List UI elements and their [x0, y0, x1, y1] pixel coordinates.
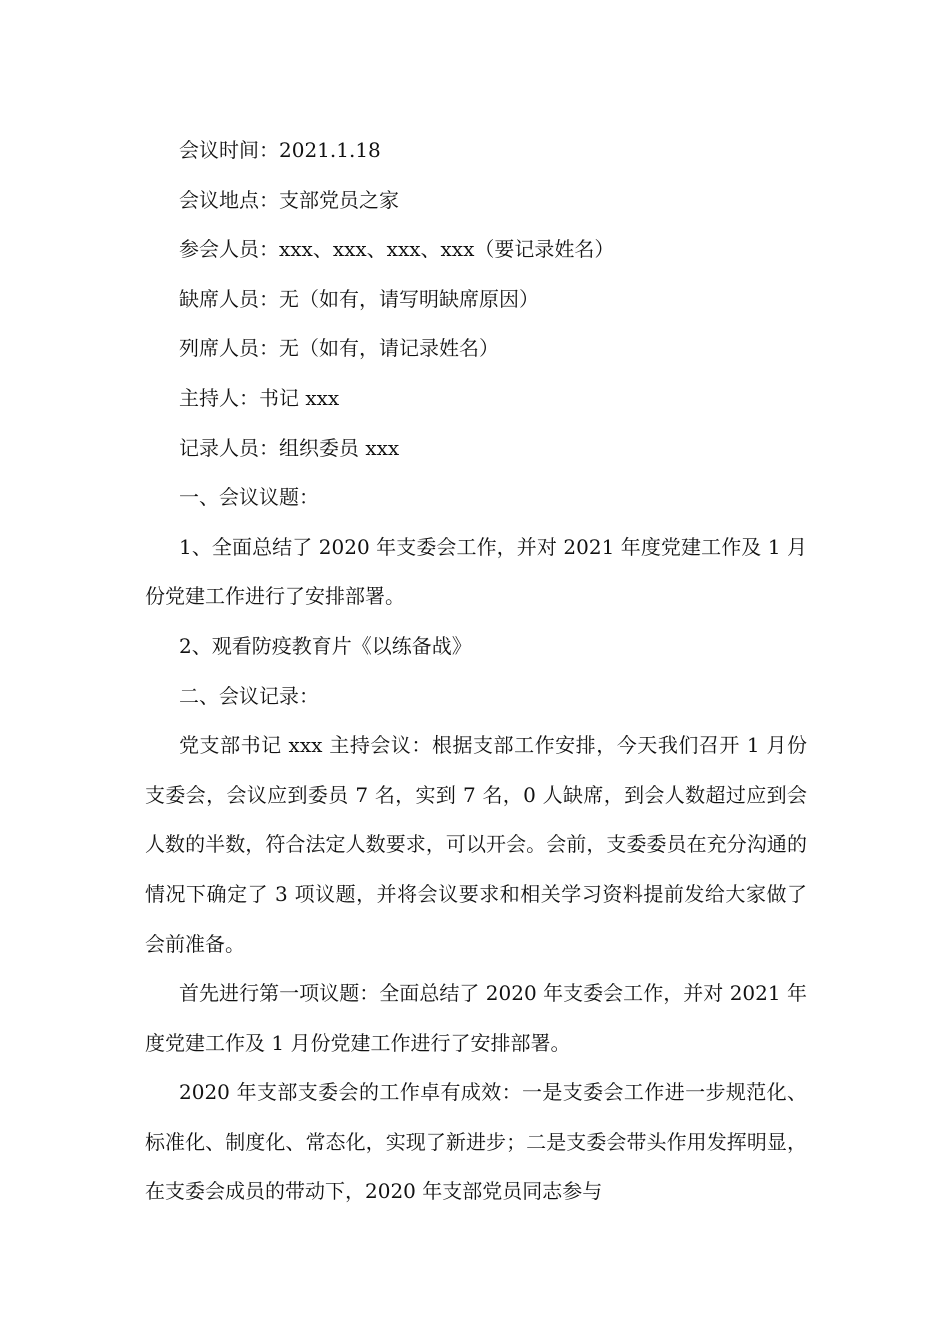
section-heading-record: 二、会议记录： [179, 683, 319, 708]
topic-item-2: 2、观看防疫教育片《以练备战》 [179, 633, 472, 658]
record-paragraph-2: 首先进行第一项议题：全面总结了 2020 年支委会工作，并对 2021 年度党建工作及 1 月份党建工作进行了安排部署。 [145, 981, 807, 1055]
meeting-location: 会议地点：支部党员之家 [179, 187, 399, 212]
section-heading-topics: 一、会议议题： [179, 485, 319, 510]
document-body [145, 126, 807, 1217]
attendees: 参会人员：xxx、xxx、xxx、xxx（要记录姓名） [179, 237, 615, 262]
observers: 列席人员：无（如有，请记录姓名） [179, 336, 499, 361]
meeting-time: 会议时间：2021.1.18 [179, 138, 381, 162]
host: 主持人：书记 xxx [179, 385, 340, 410]
topic-item-1: 1、全面总结了 2020 年支委会工作，并对 2021 年度党建工作及 1 月份党建工作进行了安排部署。 [145, 534, 807, 609]
record-paragraph-3: 2020 年支部支委会的工作卓有成效：一是支委会工作进一步规范化、标准化、制度化、常态化，实现了新进步；二是支委会带头作用发挥明显，在支委会成员的带动下，2020 年支部党员同志参与 [145, 1080, 807, 1204]
recorder: 记录人员：组织委员 xxx [179, 435, 400, 460]
absentees: 缺席人员：无（如有，请写明缺席原因） [179, 286, 539, 311]
record-paragraph-1: 党支部书记 xxx 主持会议：根据支部工作安排，今天我们召开 1 月份支委会，会议应到委员 7 名，实到 7 名，0 人缺席，到会人数超过应到会人数的半数，符合法定人数要求，可以开会。会前，支委委员在充分沟通的情况下确定了 3 项议题，并将会议要求和相关学习资料提前发给大家做了会前准备。 [145, 733, 807, 956]
